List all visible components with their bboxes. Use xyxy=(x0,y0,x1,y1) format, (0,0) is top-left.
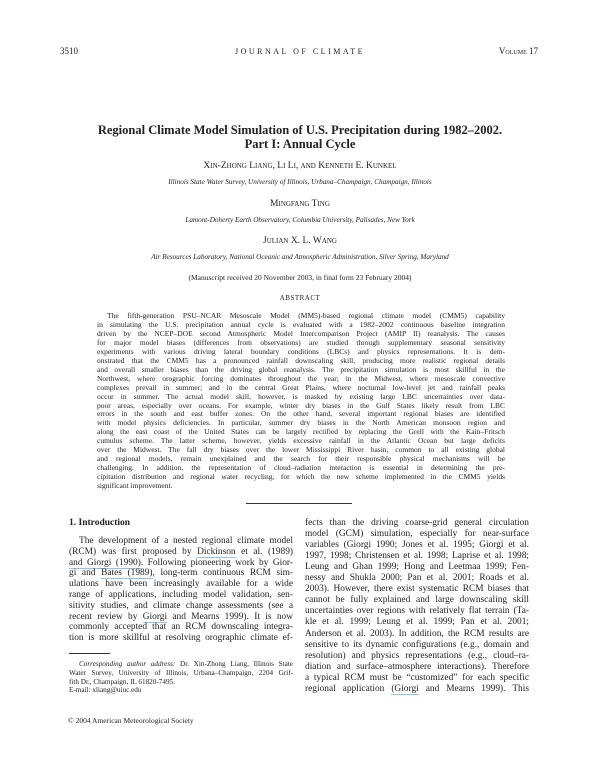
author-affiliation: Illinois State Water Survey, University of Illinois, Urbana–Champaign, Champaign, Illinois xyxy=(168,178,432,186)
author-names: Mingfang Ting xyxy=(270,199,330,209)
abstract-line: and regional models, remain unexplained and the search for their responsible physical mechanisms will be xyxy=(97,454,505,464)
body-text-line xyxy=(69,633,293,644)
text-segment: cannot be fully explained and large downscaling skill xyxy=(305,595,529,606)
abstract-line: and overall smaller biases than the driving global reanalysis. The precipitation simulation is most skillful in the xyxy=(97,364,505,374)
text-segment: tion is more skillful at resolving orographic climate ef- xyxy=(69,633,293,644)
abstract-line: in simulating the U.S. precipitation annual cycle is evaluated with a 1982–2002 continuous baseline integration xyxy=(97,319,505,329)
abstract-line: over the Midwest. The fall dry biases over the lower Mississippi River basin, common to all existing global xyxy=(97,445,505,455)
abstract-line: The fifth-generation PSU–NCAR Mesoscale Model (MM5)-based regional climate model (CMM5) capability xyxy=(107,311,505,320)
abstract-line: for major model biases (differences from observations) are studied through supplementary seasonal sensitivity xyxy=(97,337,505,347)
footnote-line xyxy=(69,669,293,678)
body-text-line xyxy=(305,606,529,617)
paper-title-line1: Regional Climate Model Simulation of U.S. Precipitation during 1982–2002. xyxy=(97,123,503,137)
abstract-line: cipitation distribution and regional water recycling, for which the new scheme implemented in the CMM5 yields xyxy=(97,472,505,482)
text-segment: sitivity studies, and climate change assessments (see a xyxy=(69,600,293,611)
body-text-line xyxy=(69,536,293,547)
text-segment: . Following pioneering work by Gior- xyxy=(140,557,293,568)
text-segment: , long-term continuous RCM sim- xyxy=(152,568,293,579)
abstract-heading: ABSTRACT xyxy=(279,294,321,302)
body-text-line xyxy=(69,568,293,579)
body-text-line xyxy=(305,551,529,562)
text-segment: uncertainties over regions with relatively flat terrain (Ta- xyxy=(305,606,529,617)
citation-link[interactable]: Dickinson xyxy=(197,546,236,557)
body-text-line xyxy=(69,547,293,558)
footnote-text: Water Survey, University of Illinois, Urbana–Champaign, 2204 Grif- xyxy=(69,668,293,677)
body-text-line xyxy=(305,540,529,551)
body-text-line xyxy=(305,662,529,673)
footnote-text: E-mail: xliang@uiuc.edu xyxy=(69,686,142,695)
copyright: © 2004 American Meteorological Society xyxy=(68,716,194,725)
text-segment: range of applications, including model validation, sen- xyxy=(69,590,293,600)
abstract-line: poor areas, especially over oceans. For example, winter dry biases in the Gulf States likely result from LBC xyxy=(97,400,505,410)
section-divider xyxy=(246,503,352,504)
body-text-line xyxy=(305,584,529,595)
text-segment: commonly accepted that an RCM downscaling integra- xyxy=(69,622,293,633)
citation-link[interactable]: (Giorgi xyxy=(391,683,419,694)
manuscript-dates: (Manuscript received 20 November 2003, in final form 23 February 2004) xyxy=(188,273,412,282)
text-segment: model (GCM) simulation, especially for near-surface xyxy=(305,529,529,540)
text-segment: regional application xyxy=(305,683,392,694)
body-text-line xyxy=(305,518,529,529)
footnote-line xyxy=(69,660,293,669)
footnote-label: Corresponding author address: xyxy=(79,660,176,668)
text-segment: The development of a nested regional climate model xyxy=(79,536,293,546)
text-segment: 2003). However, there exist systematic RCM biases that xyxy=(305,584,529,595)
page-number: 3510 xyxy=(60,46,78,56)
body-text-line xyxy=(305,573,529,584)
text-segment: and Mearns 1999). This xyxy=(418,683,529,694)
author-affiliation: Air Resources Laboratory, National Oceanic and Atmospheric Administration, Silver Spring, Maryland xyxy=(151,253,449,261)
body-text-line xyxy=(69,590,293,601)
abstract-line: complexes prevail in summer; and in the central Great Plains, where nocturnal low-level jet and rainfall peaks xyxy=(97,382,505,392)
text-segment: fects than the driving coarse-grid general circulation xyxy=(305,518,529,528)
author-affiliation: Lamont-Doherty Earth Observatory, Columbia University, Palisades, New York xyxy=(185,216,415,224)
body-text-line xyxy=(305,595,529,606)
abstract-line: experiments with various driving lateral boundary conditions (LBCs) and physics representations. It is dem- xyxy=(97,346,505,356)
body-text-line xyxy=(305,673,529,684)
body-text-line xyxy=(305,562,529,573)
abstract-line: occur in summer. The actual model skill, however, is masked by existing large LBC uncertainties over data- xyxy=(97,391,505,401)
text-segment: gi and xyxy=(69,568,102,579)
text-segment: recent review by xyxy=(69,611,143,622)
footnote-text: Dr. Xin-Zhong Liang, Illinois State xyxy=(175,660,293,668)
text-segment: variables (Giorgi 1990; Jones et al. 1995; Giorgi et al. xyxy=(305,540,529,551)
footnote-line xyxy=(69,686,293,695)
text-segment: and Mearns 1999). It is now xyxy=(167,611,293,622)
body-text-line xyxy=(69,601,293,612)
text-segment: Anderson et al. 2003). In addition, the RCM results are xyxy=(305,628,529,639)
body-text-line xyxy=(69,558,293,569)
body-text-line xyxy=(305,529,529,540)
citation-link[interactable]: Giorgi xyxy=(142,611,168,622)
footnote-text: fith Dr., Champaign, IL 61820-7495. xyxy=(69,677,175,686)
abstract-line: errors in the south and east buffer zones. On the other hand, several important regional biases are identified xyxy=(97,409,505,419)
text-segment: sensitive to its dynamic configurations (e.g., domain and xyxy=(305,639,529,650)
text-segment: kle et al. 1999; Leung et al. 1999; Pan et al. 2001; xyxy=(305,617,529,628)
abstract-line: cumulus scheme. The latter scheme, however, yields excessive rainfall in the Atlantic Ocean but large deficits xyxy=(97,436,505,446)
abstract-line: onstrated that the CMM5 has a pronounced rainfall downscaling skill, producing more realistic regional details xyxy=(97,355,505,365)
body-text-line xyxy=(305,617,529,628)
body-text-line xyxy=(305,640,529,651)
citation-link[interactable]: Bates (1989) xyxy=(101,568,153,579)
abstract-line: Northwest, where orographic forcing dominates throughout the year; in the Midwest, where mesoscale convective xyxy=(97,373,505,383)
body-text-line xyxy=(69,579,293,590)
abstract-line: driven by the NCEP–DOE second Atmospheric Model Intercomparison Project (AMIP II) reanalysis. The causes xyxy=(97,328,505,338)
text-segment: Leung and Ghan 1999; Hong and Leetmaa 1999; Fen- xyxy=(305,562,529,573)
footnote-divider xyxy=(69,653,110,654)
text-segment: diation and surface–atmosphere interactions). Therefore xyxy=(305,661,529,672)
journal-name: JOURNAL OF CLIMATE xyxy=(234,47,366,56)
text-segment: 1997, 1998; Christensen et al. 1998; Laprise et al. 1998; xyxy=(305,551,529,562)
text-segment: a typical RCM must be “customized” for each specific xyxy=(305,672,529,683)
footnote-line xyxy=(69,678,293,687)
abstract-line: significant improvement. xyxy=(97,481,173,491)
body-text-line xyxy=(69,612,293,623)
author-names: Julian X. L. Wang xyxy=(263,236,337,246)
body-text-line xyxy=(305,684,529,695)
volume-label: Volume 17 xyxy=(498,46,538,56)
citation-link[interactable]: and Giorgi (1990) xyxy=(69,557,141,568)
abstract-line: challenging. In addition, the representation of cloud–radiation interaction is essential in determining the pre- xyxy=(97,463,505,473)
author-names: Xin-Zhong Liang, Li Li, and Kenneth E. Kunkel xyxy=(203,161,397,171)
paper-title-line2: Part I: Annual Cycle xyxy=(244,137,356,151)
text-segment: nessy and Shukla 2000; Pan et al. 2001; Roads et al. xyxy=(305,573,529,584)
text-segment: et al. (1989) xyxy=(235,546,294,557)
text-segment: ulations have been increasingly available for a wide xyxy=(69,579,293,590)
text-segment: (RCM) was first proposed by xyxy=(69,546,198,557)
section-heading-introduction: 1. Introduction xyxy=(69,518,131,528)
body-text-line xyxy=(69,622,293,633)
abstract-line: along the east coast of the United States can be largely rectified by replacing the Grell with the Kain–Fritsch xyxy=(97,427,505,437)
body-text-line xyxy=(305,629,529,640)
text-segment: resolution) and physics representations (e.g., cloud–ra- xyxy=(305,650,529,661)
abstract-line: with model physics deficiencies. In particular, summer dry biases in the North American monsoon region and xyxy=(97,418,505,428)
body-text-line xyxy=(305,651,529,662)
